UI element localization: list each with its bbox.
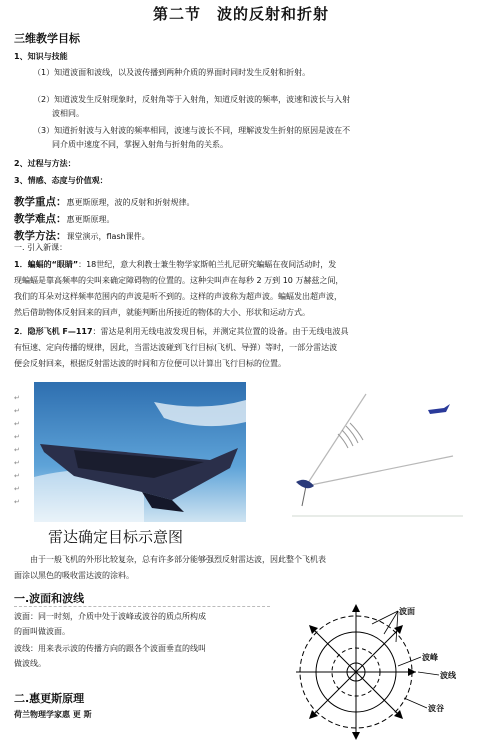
label-wavefront: 波面 (399, 607, 415, 616)
label-crest: 波峰 (422, 653, 438, 662)
bat-line-4: 然后借助物体反射回来的回声，就能判断出所接近的物体的大小、形状和运动方式。 (14, 308, 310, 317)
wavefront-def-2: 的面叫做波面。 (14, 627, 70, 636)
stealth-line-3: 便会反射回来，根据反射雷达波的时间和方位便可以计算出飞行目标的位置。 (14, 359, 286, 368)
goal-line-1: （1）知道波面和波线，以及波传播到两种介质的界面时同时发生反射和折射。 (33, 68, 311, 77)
intro-heading: 一. 引入新课： (14, 243, 68, 252)
bat-line-1: ：18世纪，意大利教士兼生物学家斯帕兰扎尼研究蝙蝠在夜间活动时，发 (78, 260, 337, 269)
goal-line-2: （2）知道波发生反射现象时，反射角等于入射角，知道反射波的频率，波速和波长与入射 (33, 95, 351, 104)
label-ray: 波线 (440, 671, 456, 680)
difficulties-label: 教学难点： (14, 213, 67, 225)
page-title: 第二节 波的反射和折射 (152, 5, 329, 23)
methods-label: 教学方法： (14, 230, 67, 242)
goal2-heading: 2、过程与方法： (14, 159, 76, 168)
methods-text: 课堂演示，flash课件。 (66, 232, 150, 241)
label-trough: 波谷 (428, 704, 444, 713)
waveline-def-1: 波线：用来表示波的传播方向的跟各个波面垂直的线叫 (14, 644, 206, 653)
goal-line-3: 波相同。 (52, 109, 84, 118)
radar-caption: 雷达确定目标示意图 (48, 528, 184, 546)
goal-line-5: 同介质中速度不同，掌握入射角与折射角的关系。 (52, 140, 228, 149)
goal1-heading: 1、知识与技能 (14, 52, 68, 61)
radar-diagram (278, 388, 468, 523)
radar-target-plane-icon (428, 404, 450, 414)
section2-heading: 二.惠更斯原理 (14, 692, 85, 705)
huygens-line: 荷兰物理学家惠 更 斯 (14, 710, 92, 719)
wavefront-diagram (296, 598, 416, 748)
waveline-def-2: 做波线。 (14, 659, 46, 668)
bat-paragraph (14, 258, 474, 319)
stealth-line-1: ：雷达是利用无线电波发现目标，并测定其位置的设备。由于无线电波具 (92, 327, 349, 336)
goal3-heading: 3、情感、态度与价值观： (14, 176, 108, 185)
bat-heading: 1．蝙蝠的“眼睛” (14, 260, 79, 269)
goal-line-4: （3）知道折射波与入射波的频率相同，波速与波长不同，理解波发生折射的原因是波在不 (33, 126, 351, 135)
stealth-heading: 2．隐形飞机 F—117 (14, 327, 93, 336)
section1-heading: 一.波面和波线 (14, 592, 85, 605)
stealth-line-2: 有恒速、定向传播的规律，因此，当雷达波碰到飞行目标(飞机、导弹）等时，一部分雷达波 (14, 343, 338, 352)
key-points-text: 惠更斯原理，波的反射和折射规律。 (66, 198, 195, 207)
bat-line-2: 现蝙蝠是靠高频率的尖叫来确定障碍物的位置的。这种尖叫声在每秒 2 万到 10 万赫兹之间， (14, 276, 344, 285)
paragraph-marks: ↵ ↵ ↵ ↵ ↵ ↵ ↵ ↵ ↵ (14, 394, 20, 506)
wavefront-def-1: 波面：同一时刻，介质中处于波峰或波谷的质点所构成 (14, 612, 206, 621)
stealth-plane-image (34, 382, 246, 522)
section1-divider (14, 606, 270, 607)
radar-antenna-icon (296, 480, 314, 489)
stealth-plane-paragraph (14, 325, 474, 370)
stealth-text-2: 面涂以黑色的吸收雷达波的涂料。 (14, 571, 134, 580)
key-points-label: 教学重点： (14, 196, 67, 208)
difficulties-text: 惠更斯原理。 (66, 215, 115, 224)
stealth-text-1: 由于一般飞机的外形比较复杂，总有许多部分能够强烈反射雷达波，因此整个飞机表 (30, 555, 326, 564)
goals-heading: 三维教学目标 (14, 32, 80, 45)
bat-line-3: 我们的耳朵对这样频率范围内的声波是听不到的。这样的声波称为超声波。蝙蝠发出超声波， (14, 292, 342, 301)
